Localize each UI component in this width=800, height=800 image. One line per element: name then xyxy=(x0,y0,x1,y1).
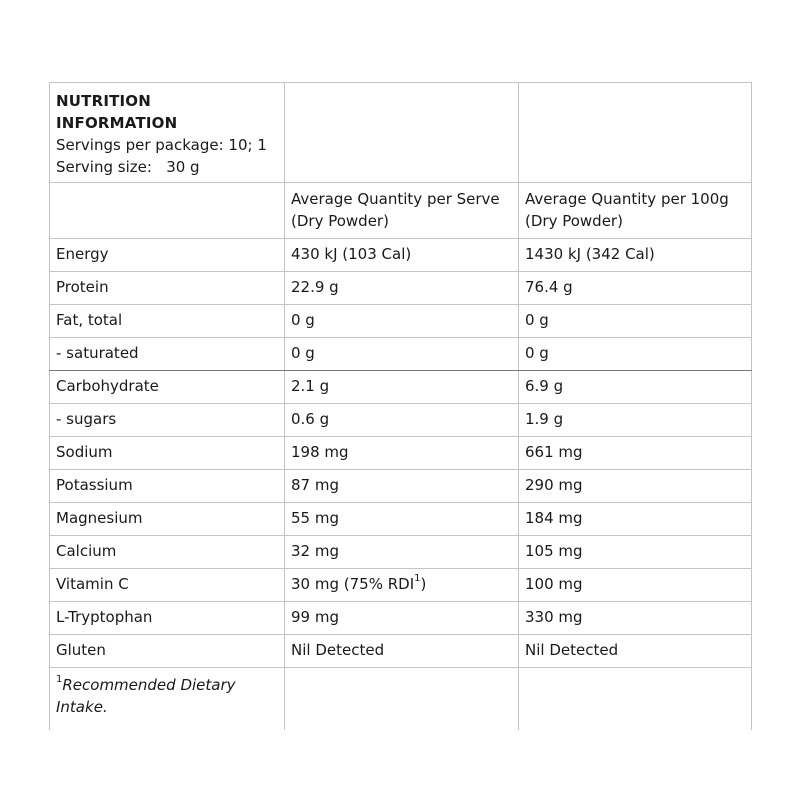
nutrient-name: Protein xyxy=(50,272,285,305)
per-serve-value: 55 mg xyxy=(285,503,519,536)
nutrition-info-cell xyxy=(50,83,285,183)
per-serve-value: 0.6 g xyxy=(285,404,519,437)
per-100g-value: 330 mg xyxy=(519,602,752,635)
per-100g-value: 1430 kJ (342 Cal) xyxy=(519,239,752,272)
per-serve-value: 0 g xyxy=(285,338,519,371)
nutrient-name: Magnesium xyxy=(50,503,285,536)
footnote-line-1: Recommended Dietary xyxy=(62,676,236,694)
serving-size: Serving size: 30 g xyxy=(56,158,200,176)
table-row xyxy=(50,470,752,503)
nutrition-panel xyxy=(49,82,752,730)
per-serve-value xyxy=(285,569,519,602)
footnote-marker: 1 xyxy=(56,674,63,685)
footnote-cell xyxy=(50,668,285,731)
nutrient-name: Energy xyxy=(50,239,285,272)
table-row xyxy=(50,503,752,536)
per-100g-value: 100 mg xyxy=(519,569,752,602)
table-row xyxy=(50,536,752,569)
table-row xyxy=(50,602,752,635)
table-row xyxy=(50,404,752,437)
vitamin-c-per-serve-text: 30 mg (75% RDI xyxy=(291,575,415,593)
per-serve-value: 99 mg xyxy=(285,602,519,635)
per-serve-value: 430 kJ (103 Cal) xyxy=(285,239,519,272)
nutrient-name: Fat, total xyxy=(50,305,285,338)
per-serve-value: 198 mg xyxy=(285,437,519,470)
per-serve-value: Nil Detected xyxy=(285,635,519,668)
nutrient-name: - sugars xyxy=(50,404,285,437)
per-100g-value: 76.4 g xyxy=(519,272,752,305)
column-header-per-serve xyxy=(285,183,519,239)
nutrient-name: Calcium xyxy=(50,536,285,569)
table-row xyxy=(50,272,752,305)
nutrient-name: - saturated xyxy=(50,338,285,371)
table-row xyxy=(50,437,752,470)
table-row xyxy=(50,338,752,371)
table-row xyxy=(50,569,752,602)
empty-footer-cell xyxy=(285,668,519,731)
table-row xyxy=(50,305,752,338)
table-row xyxy=(50,371,752,404)
empty-header-cell xyxy=(519,83,752,183)
per-100g-value: Nil Detected xyxy=(519,635,752,668)
nutrient-name: Vitamin C xyxy=(50,569,285,602)
per-100g-value: 290 mg xyxy=(519,470,752,503)
per-serve-value: 87 mg xyxy=(285,470,519,503)
nutrient-name: Sodium xyxy=(50,437,285,470)
per-serve-value: 22.9 g xyxy=(285,272,519,305)
table-title-line-2: INFORMATION xyxy=(56,114,178,132)
column-header-per-serve-line-2: (Dry Powder) xyxy=(291,212,389,230)
empty-footer-cell xyxy=(519,668,752,731)
per-100g-value: 105 mg xyxy=(519,536,752,569)
servings-per-package: Servings per package: 10; 1 xyxy=(56,136,267,154)
empty-header-cell xyxy=(285,83,519,183)
nutrient-name: Gluten xyxy=(50,635,285,668)
rdi-footnote-marker: 1 xyxy=(414,573,421,584)
per-100g-value: 661 mg xyxy=(519,437,752,470)
nutrient-name: Carbohydrate xyxy=(50,371,285,404)
per-100g-value: 0 g xyxy=(519,338,752,371)
table-row xyxy=(50,239,752,272)
per-serve-value: 32 mg xyxy=(285,536,519,569)
column-header-per-100g xyxy=(519,183,752,239)
nutrient-name: L-Tryptophan xyxy=(50,602,285,635)
per-serve-value: 0 g xyxy=(285,305,519,338)
table-header-row xyxy=(50,83,752,183)
nutrient-name: Potassium xyxy=(50,470,285,503)
column-header-per-100g-line-2: (Dry Powder) xyxy=(525,212,623,230)
nutrition-table xyxy=(49,82,752,730)
column-header-row xyxy=(50,183,752,239)
footnote-line-2: Intake. xyxy=(56,698,108,716)
column-header-per-serve-line-1: Average Quantity per Serve xyxy=(291,190,500,208)
table-row xyxy=(50,635,752,668)
footnote-row xyxy=(50,668,752,731)
table-title-line-1: NUTRITION xyxy=(56,92,152,110)
column-header-per-100g-line-1: Average Quantity per 100g xyxy=(525,190,729,208)
per-100g-value: 0 g xyxy=(519,305,752,338)
empty-column-header-cell xyxy=(50,183,285,239)
per-100g-value: 6.9 g xyxy=(519,371,752,404)
per-serve-value: 2.1 g xyxy=(285,371,519,404)
per-100g-value: 184 mg xyxy=(519,503,752,536)
per-100g-value: 1.9 g xyxy=(519,404,752,437)
vitamin-c-per-serve-close: ) xyxy=(420,575,427,593)
